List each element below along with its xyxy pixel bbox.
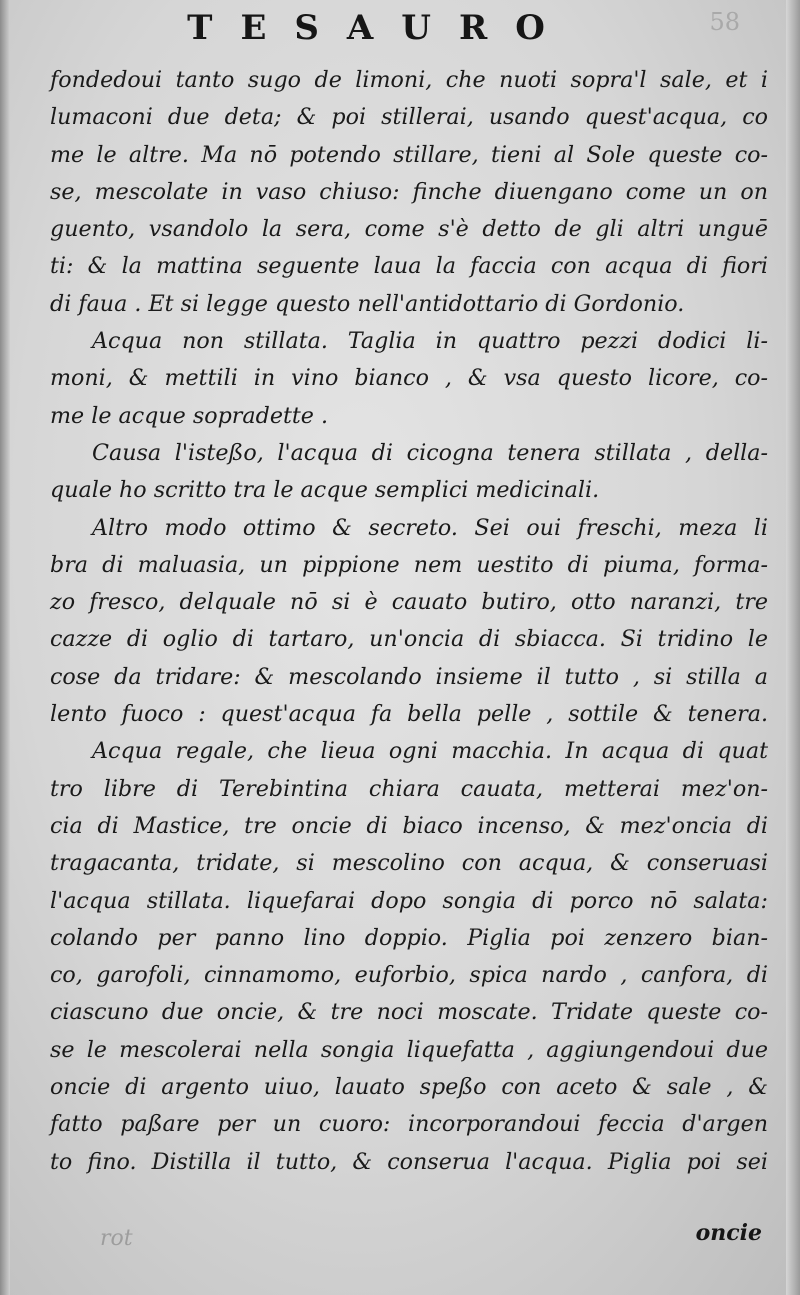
- text-line: moni, & mettili in vino bianco , & vsa questo licore, co-: [50, 365, 768, 392]
- running-title: TESAURO: [187, 8, 573, 48]
- text-line: to fino. Distilla il tutto, & conserua l'acqua. Piglia poi sei: [50, 1148, 768, 1175]
- text-line: lumaconi due deta; & poi stillerai, usando quest'acqua, co: [50, 104, 768, 131]
- paragraph-start-line: Acqua non stillata. Taglia in quattro pezzi dodici li-: [92, 328, 768, 355]
- text-line: co, garofoli, cinnamomo, euforbio, spica nardo , canfora, di: [50, 962, 768, 989]
- text-line: lento fuoco : quest'acqua fa bella pelle , sottile & tenera.: [50, 701, 768, 728]
- text-line: fondedoui tanto sugo de limoni, che nuoti sopra'l sale, et i: [50, 67, 768, 93]
- text-line: zo fresco, delquale nō si è cauato butiro, otto naranzi, tre: [50, 589, 768, 616]
- catchword: oncie: [695, 1220, 762, 1246]
- text-line: tro libre di Terebintina chiara cauata, metterai mez'on-: [50, 775, 768, 802]
- page-edge-right: [786, 0, 800, 1295]
- text-line: oncie di argento uiuo, lauato speßo con aceto & sale , &: [50, 1074, 768, 1101]
- text-line: me le acque sopradette .: [50, 402, 329, 429]
- text-line: ti: & la mattina seguente laua la faccia con acqua di fiori: [50, 253, 768, 280]
- bleed-through-page-number: 58: [709, 8, 740, 36]
- text-line: guento, vsandolo la sera, come s'è detto de gli altri unguē: [50, 216, 768, 243]
- text-line: l'acqua stillata. liquefarai dopo songia di porco nō salata:: [50, 887, 768, 914]
- paragraph-start-line: Acqua regale, che lieua ogni macchia. In acqua di quat: [92, 738, 768, 765]
- bleed-through-footer: rot: [100, 1226, 133, 1251]
- paragraph-start-line: Causa l'isteßo, l'acqua di cicogna tenera stillata , della-: [92, 439, 768, 466]
- text-line: cia di Mastice, tre oncie di biaco incenso, & mez'oncia di: [50, 812, 768, 839]
- text-line: tragacanta, tridate, si mescolino con acqua, & conseruasi: [50, 850, 768, 877]
- text-line: cose da tridare: & mescolando insieme il tutto , si stilla a: [50, 663, 768, 690]
- text-line: ciascuno due oncie, & tre noci moscate. Tridate queste co-: [50, 999, 768, 1026]
- text-line: se le mescolerai nella songia liquefatta , aggiungendoui due: [50, 1036, 768, 1063]
- text-line: quale ho scritto tra le acque semplici medicinali.: [50, 477, 600, 504]
- text-line: se, mescolate in vaso chiuso: finche diuengano come un on: [50, 178, 768, 205]
- text-line: me le altre. Ma nō potendo stillare, tieni al Sole queste co-: [50, 141, 768, 168]
- paragraph-start-line: Altro modo ottimo & secreto. Sei oui freschi, meza li: [92, 514, 768, 541]
- text-line: di faua . Et si legge questo nell'antidottario di Gordonio.: [50, 290, 685, 317]
- text-line: fatto paßare per un cuoro: incorporandoui feccia d'argen: [50, 1111, 768, 1138]
- text-line: colando per panno lino doppio. Piglia poi zenzero bian-: [50, 924, 768, 951]
- text-line: cazze di oglio di tartaro, un'oncia di sbiacca. Si tridino le: [50, 626, 768, 653]
- body-text: [50, 62, 768, 1181]
- text-line: bra di maluasia, un pippione nem uestito di piuma, forma-: [50, 551, 768, 578]
- page-edge-left: [0, 0, 10, 1295]
